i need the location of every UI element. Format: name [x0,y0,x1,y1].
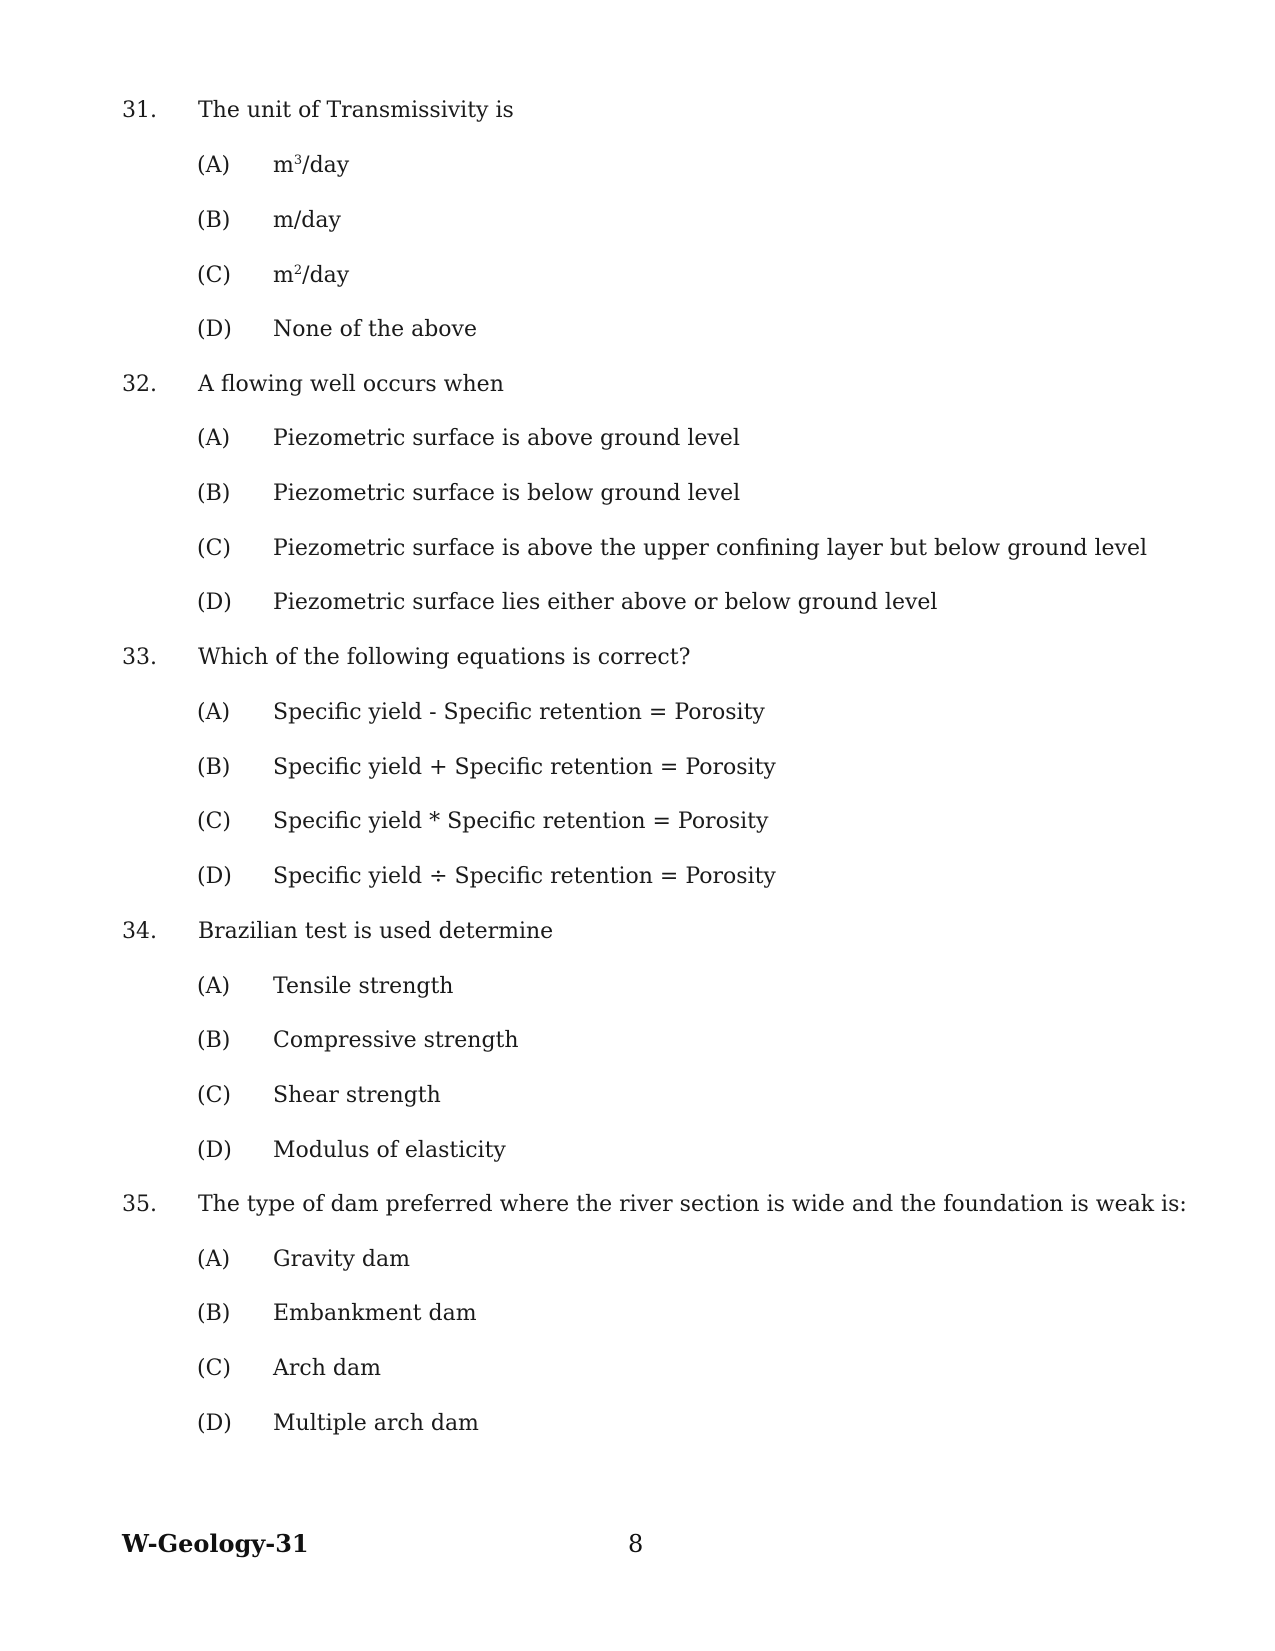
option-d [0,1409,1275,1439]
option-b [0,206,1275,236]
question-number: 31. [122,98,157,123]
option-text: Shear strength [273,1083,441,1108]
option-text: Compressive strength [273,1028,519,1053]
option-letter: (C) [197,809,231,834]
option-d [0,1136,1275,1166]
option-letter: (D) [197,1411,232,1436]
option-letter: (D) [197,1138,232,1163]
option-letter: (D) [197,864,232,889]
option-text [273,261,349,291]
question-number: 34. [122,919,157,944]
option-d [0,588,1275,618]
option-a [0,424,1275,454]
question-text: The type of dam preferred where the river section is wide and the foundation is weak is: [198,1192,1187,1217]
option-text: m/day [273,208,341,233]
option-text-base: m [273,153,294,178]
option-c [0,261,1275,291]
option-superscript: 2 [293,263,303,278]
option-text: Specific yield * Specific retention = Porosity [273,809,769,834]
option-letter: (A) [197,426,231,451]
option-letter: (D) [197,590,232,615]
question-text: The unit of Transmissivity is [198,98,514,123]
option-d [0,315,1275,345]
question-stem [0,917,1275,947]
option-letter: (D) [197,317,232,342]
option-text: Piezometric surface is above ground level [273,426,740,451]
option-c [0,1081,1275,1111]
option-d [0,862,1275,892]
option-letter: (B) [197,1301,231,1326]
question-text: Brazilian test is used determine [198,919,554,944]
option-letter: (B) [197,755,231,780]
option-letter: (A) [197,153,231,178]
option-text-suffix: /day [302,263,350,288]
question-text: Which of the following equations is correct? [198,645,691,670]
option-text: Multiple arch dam [273,1411,479,1436]
option-letter: (B) [197,1028,231,1053]
option-text: Specific yield + Specific retention = Porosity [273,755,776,780]
option-a [0,151,1275,181]
option-a [0,972,1275,1002]
option-text: None of the above [273,317,477,342]
option-a [0,698,1275,728]
option-c [0,534,1275,564]
option-letter: (A) [197,1247,231,1272]
option-text: Piezometric surface lies either above or below ground level [273,590,938,615]
question-number: 35. [122,1192,157,1217]
option-a [0,1245,1275,1275]
question-number: 33. [122,645,157,670]
option-letter: (C) [197,1083,231,1108]
option-b [0,753,1275,783]
page-number: 8 [628,1530,644,1558]
option-letter: (C) [197,263,231,288]
option-text: Embankment dam [273,1301,477,1326]
option-letter: (A) [197,974,231,999]
option-text: Piezometric surface is below ground level [273,481,741,506]
option-c [0,807,1275,837]
option-c [0,1354,1275,1384]
option-text-base: m [273,263,294,288]
paper-code: W-Geology-31 [122,1529,309,1558]
option-b [0,1299,1275,1329]
option-b [0,1026,1275,1056]
option-letter: (A) [197,700,231,725]
question-text: A flowing well occurs when [198,372,504,397]
option-text: Tensile strength [273,974,454,999]
option-letter: (C) [197,1356,231,1381]
question-stem [0,96,1275,126]
option-letter: (B) [197,481,231,506]
option-text: Modulus of elasticity [273,1138,506,1163]
option-superscript: 3 [293,153,303,168]
option-text [273,151,349,181]
option-text: Piezometric surface is above the upper confining layer but below ground level [273,536,1148,561]
option-text: Specific yield - Specific retention = Porosity [273,700,765,725]
question-stem [0,1190,1275,1220]
option-text: Gravity dam [273,1247,410,1272]
question-stem [0,370,1275,400]
option-text: Arch dam [273,1356,381,1381]
option-letter: (C) [197,536,231,561]
question-stem [0,643,1275,673]
option-text-suffix: /day [302,153,350,178]
option-b [0,479,1275,509]
option-letter: (B) [197,208,231,233]
question-number: 32. [122,372,157,397]
option-text: Specific yield ÷ Specific retention = Porosity [273,864,776,889]
